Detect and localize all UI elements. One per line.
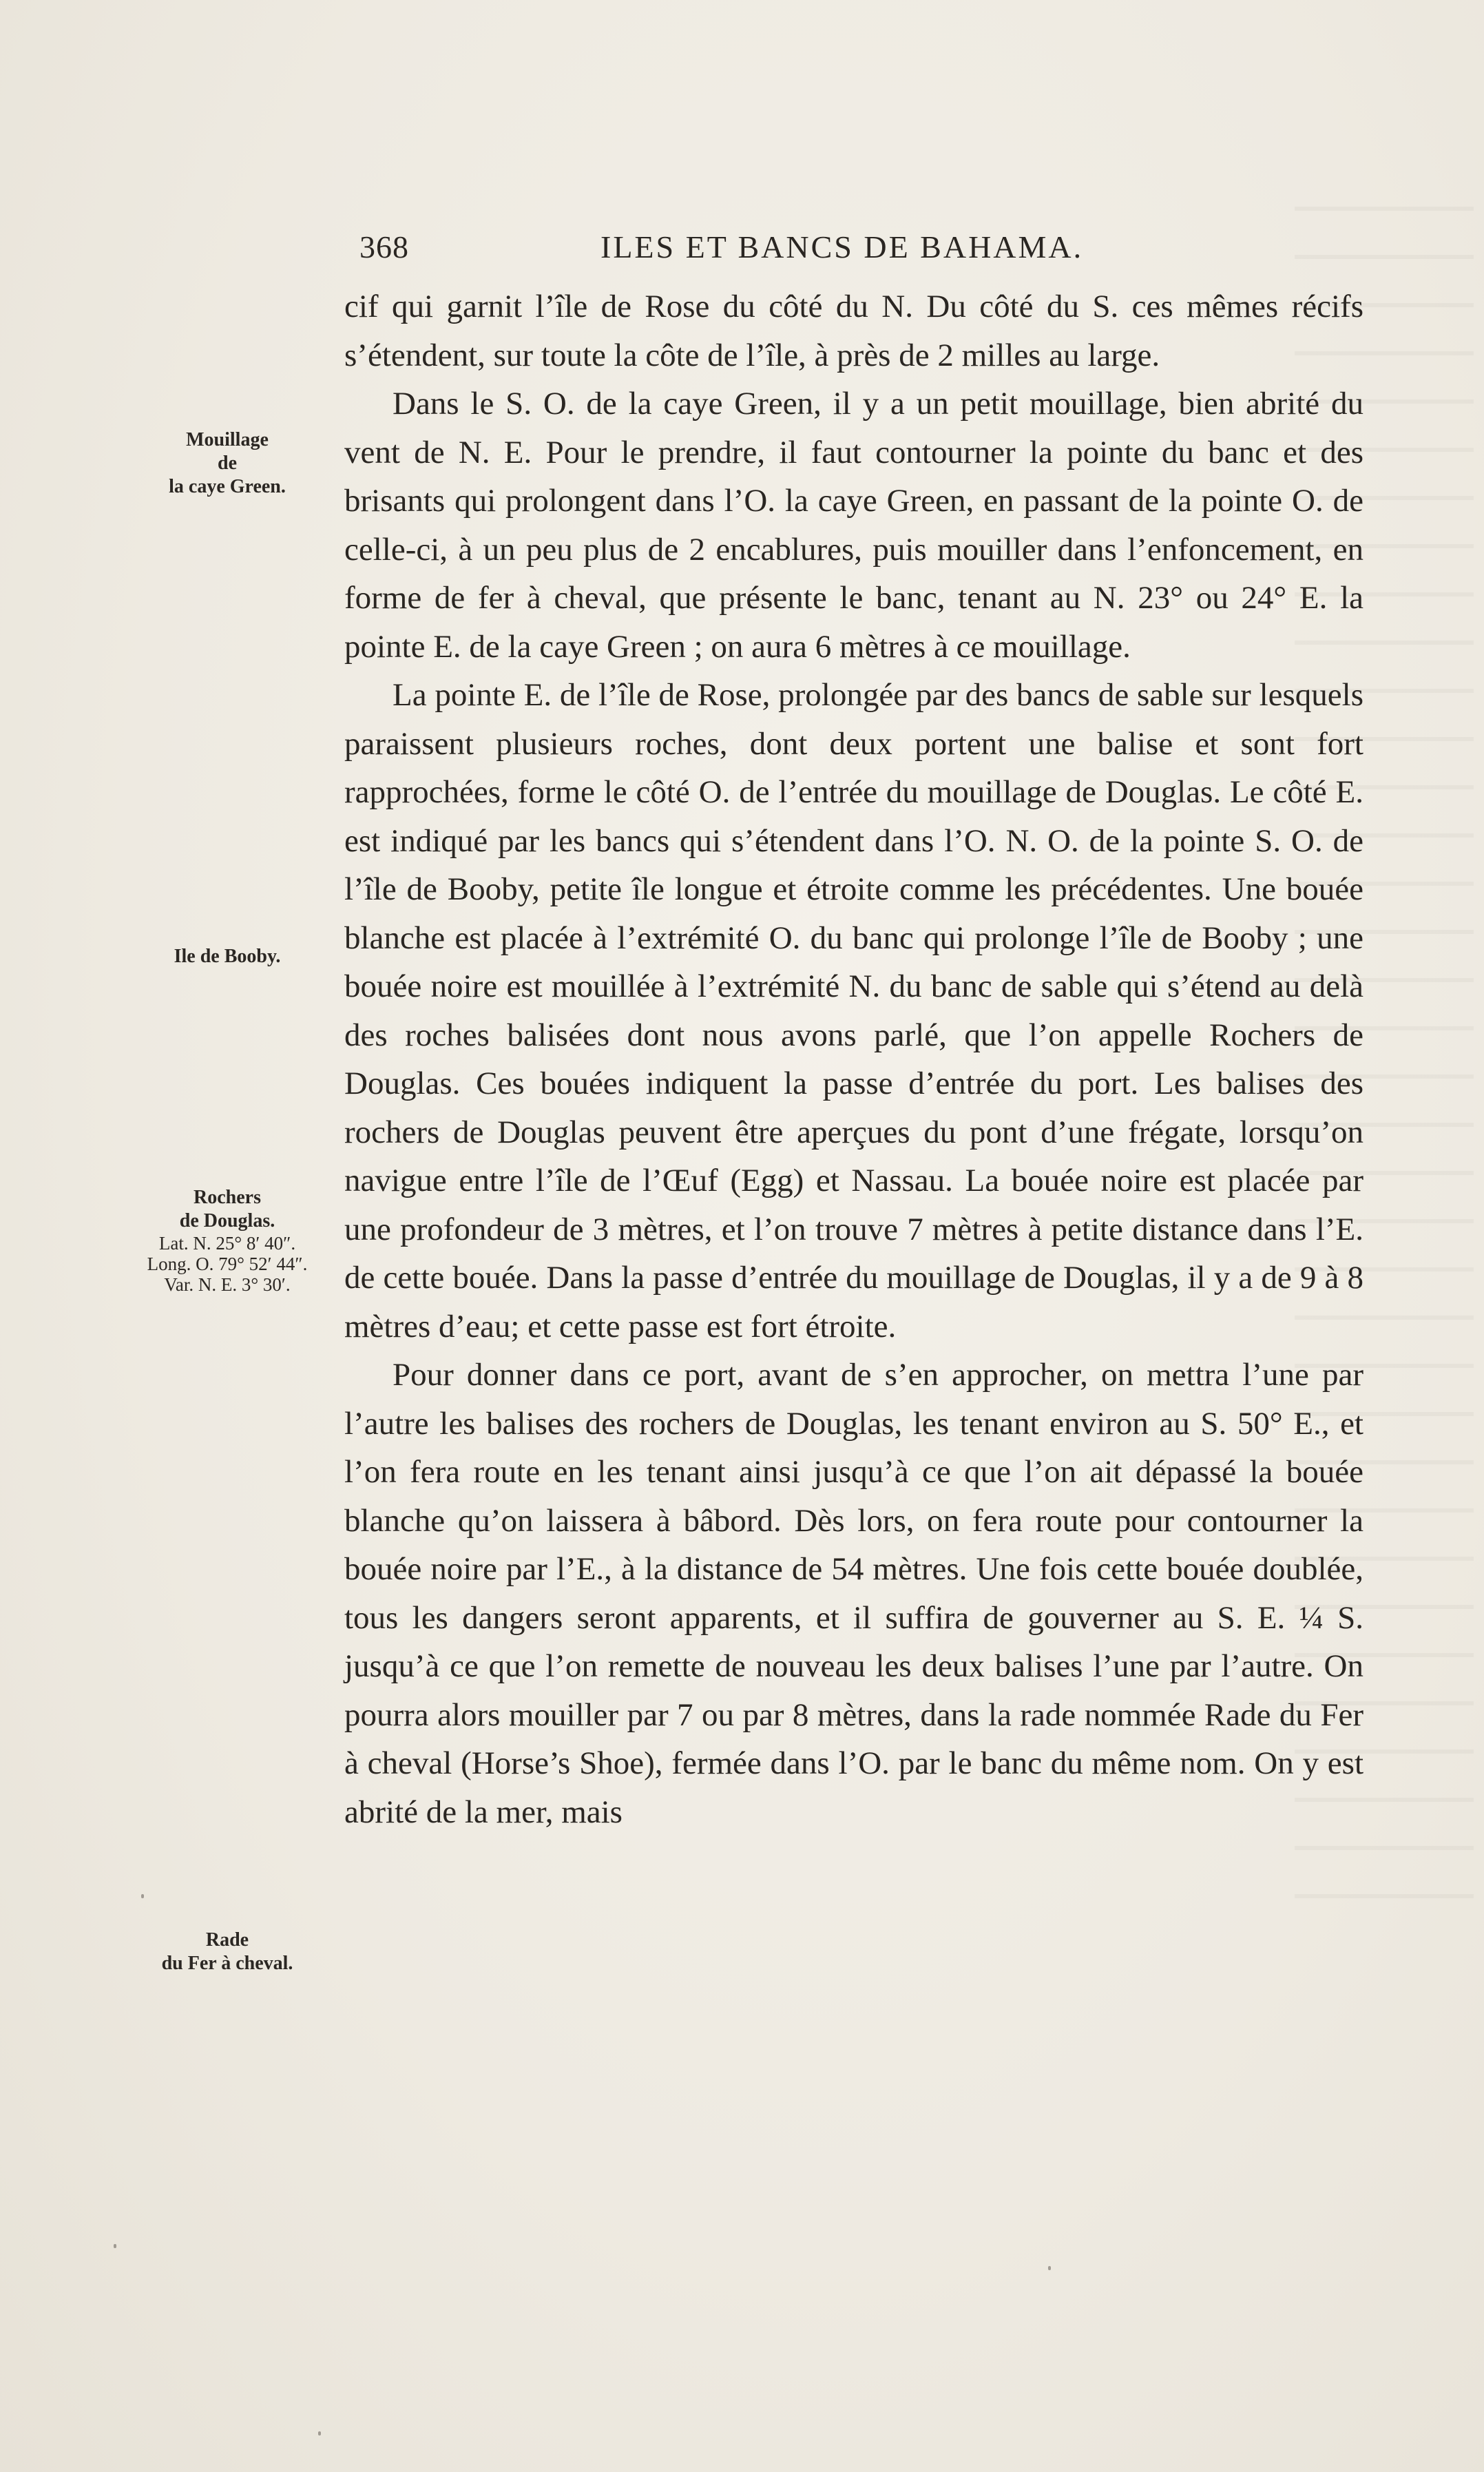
paper-speck (114, 2244, 116, 2248)
margin-note-line: de (218, 453, 237, 474)
margin-note-coordinates (124, 1233, 331, 1295)
running-head (344, 229, 1363, 270)
margin-note-line: Ile de Booby. (174, 946, 281, 967)
paper-speck (141, 1894, 144, 1898)
margin-note-horse-shoe (124, 1929, 331, 1975)
margin-note-douglas-rocks (124, 1186, 331, 1233)
paper-speck (1048, 2266, 1051, 2270)
margin-note-line: Rochers (194, 1187, 261, 1208)
paragraph-continuation: cif qui garnit l’île de Rose du côté du N. Du côté du S. ces mêmes récifs s’étendent, sur toute la côte de l’île, à près de 2 milles au large. (344, 289, 1363, 373)
paragraph-douglas-anchorage: La pointe E. de l’île de Rose, prolongée par des bancs de sable sur lesquels paraissent plusieurs roches, dont deux portent une balise et sont fort rapprochées, forme le côté O. de l’entrée du mouillage de Douglas. Le côté E. est indiqué par les bancs qui s’étendent dans l’O. N. O. de la pointe S. O. de l’île de Booby, petite île longue et étroite comme les précédentes. Une bouée blanche est placée à l’extrémité O. du banc qui prolonge l’île de Booby ; une bouée noire est mouillée à l’extrémité N. du banc de sable qui s’étend au delà des roches balisées dont nous avons parlé, que l’on appelle Rochers de Douglas. Ces bouées indiquent la passe d’entrée du port. Les balises des rochers de Douglas peuvent être aperçues du pont d’une frégate, lorsqu’on navigue entre l’île de l’Œuf (Egg) et Nassau. La bouée noire est placée par une profondeur de 3 mètres, et l’on trouve 7 mètres à petite distance dans l’E. de cette bouée. Dans la passe d’entrée du mouillage de Douglas, il y a de 9 à 8 mètres d’eau; et cette passe est fort étroite. (344, 677, 1363, 1344)
page-number: 368 (359, 229, 409, 264)
page-title: ILES ET BANCS DE BAHAMA. (600, 229, 1084, 264)
paper-speck (318, 2431, 321, 2435)
body-text (344, 282, 1363, 1836)
margin-note-line: du Fer à cheval. (161, 1953, 293, 1974)
latitude-line: Lat. N. 25° 8′ 40″. (158, 1233, 296, 1254)
margin-note-line: la caye Green. (169, 476, 286, 497)
variation-line: Var. N. E. 3° 30′. (164, 1274, 291, 1295)
margin-note-booby (124, 945, 331, 968)
margin-note-line: Rade (205, 1929, 249, 1951)
paragraph-caye-green-anchorage: Dans le S. O. de la caye Green, il y a un petit mouillage, bien abrité du vent de N. E. Pour le prendre, il faut contourner la pointe du banc et des brisants qui prolongent dans l’O. la caye Green, en passant de la pointe O. de celle-ci, à un peu plus de 2 encablures, puis mouiller dans l’enfoncement, en forme de fer à cheval, que présente le banc, tenant au N. 23° ou 24° E. la pointe E. de la caye Green ; on aura 6 mètres à ce mouillage. (344, 386, 1363, 665)
margin-note-line: Mouillage (186, 429, 269, 450)
paragraph-sailing-directions: Pour donner dans ce port, avant de s’en approcher, on mettra l’une par l’autre les balises des rochers de Douglas, les tenant environ au S. 50° E., et l’on fera route en les tenant ainsi jusqu’à ce que l’on ait dépassé la bouée blanche qu’on laissera à bâbord. Dès lors, on fera route pour contourner la bouée noire par l’E., à la distance de 54 mètres. Une fois cette bouée doublée, tous les dangers seront apparents, et il suffira de gouverner au S. E. ¼ S. jusqu’à ce que l’on remette de nouveau les deux balises l’une par l’autre. On pourra alors mouiller par 7 ou par 8 mètres, dans la rade nommée Rade du Fer à cheval (Horse’s Shoe), fermée dans l’O. par le banc du même nom. On y est abrité de la mer, mais (344, 1357, 1363, 1830)
margin-note-caye-green (124, 428, 331, 499)
margin-note-line: de Douglas. (179, 1210, 275, 1232)
longitude-line: Long. O. 79° 52′ 44″. (147, 1254, 308, 1274)
